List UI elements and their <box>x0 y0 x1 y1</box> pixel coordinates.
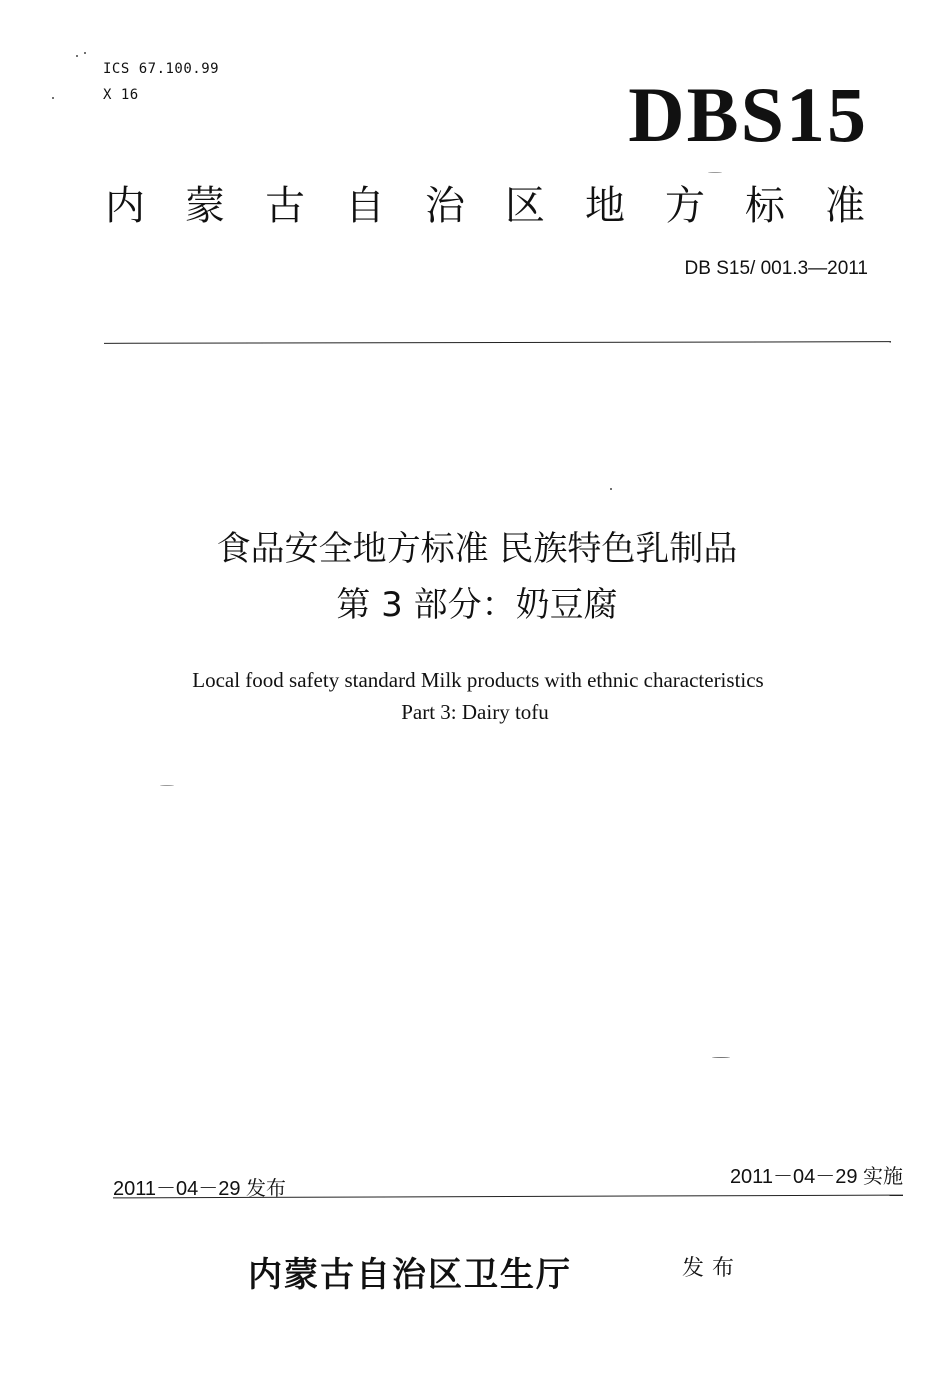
standard-category: 内蒙古自治区地方标准 <box>105 183 905 229</box>
scan-speck <box>76 55 78 57</box>
title-en-line2: Part 3: Dairy tofu <box>401 700 549 724</box>
publish-date: 2011－04－29 发布 <box>113 1178 287 1200</box>
header-divider <box>104 341 891 344</box>
scan-speck <box>712 1057 730 1058</box>
effective-date: 2011－04－29 实施 <box>729 1166 903 1188</box>
ics-code: ICS 67.100.99 <box>103 61 220 77</box>
issuing-authority: 内蒙古自治区卫生厅 <box>248 1255 572 1295</box>
title-en-line1: Local food safety standard Milk products with ethnic characteristics <box>192 668 764 692</box>
issued-label: 发布 <box>682 1256 743 1281</box>
scan-speck <box>84 52 86 54</box>
scan-speck <box>52 97 54 99</box>
scan-speck <box>610 488 612 490</box>
ccs-code: X 16 <box>103 87 139 103</box>
scan-speck <box>160 785 174 786</box>
scan-speck <box>708 172 722 173</box>
document-number: DB S15/ 001.3—2011 <box>684 258 868 279</box>
title-cn-line2: 第 3 部分：奶豆腐 <box>336 585 618 625</box>
classification-codes <box>103 56 219 108</box>
standard-code: DBS15 <box>628 71 868 158</box>
title-cn-line1: 食品安全地方标准 民族特色乳制品 <box>216 529 738 569</box>
